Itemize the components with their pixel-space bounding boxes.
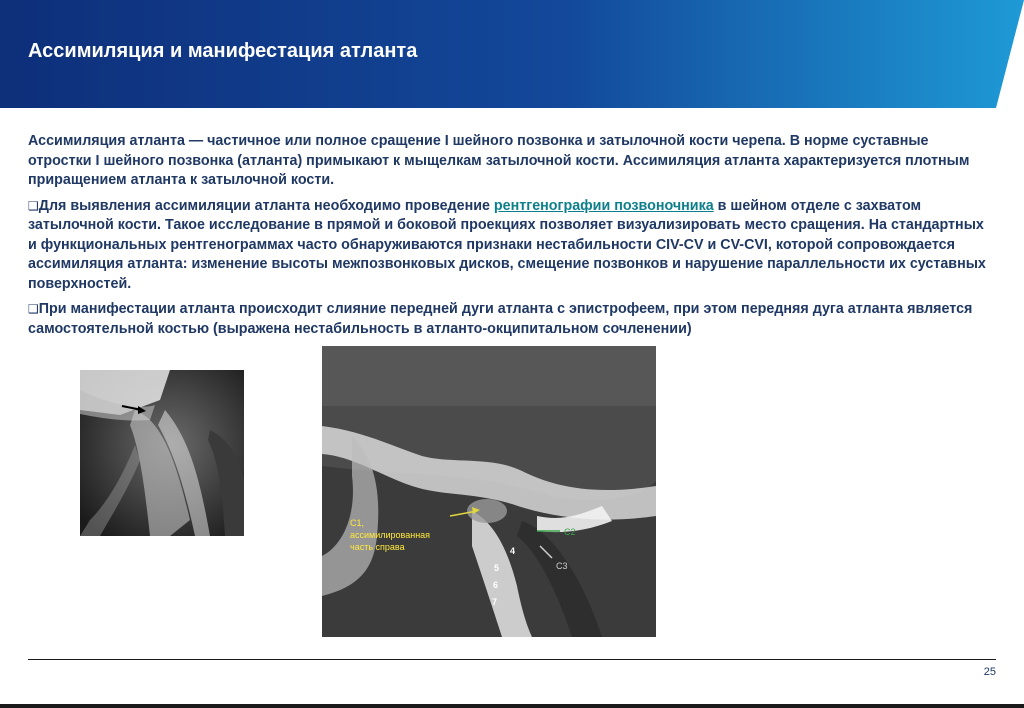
lateral-xray-image (80, 370, 244, 536)
c1-label-line3: часть справа (350, 542, 405, 552)
paragraph-diagnosis-text-end: в шейном отделе с захватом затылочной кости. Такое исследование в прямой и боковой проекциях позволяет визуализировать место сращения. На стандартных и функциональных рентгенограммах часто обнаруживаются признаки нестабильности CIV-CV и CV-CVI, которой сопровождается ассимиляция атланта: изменение высоты межпозвонковых дисков, смещение позвонков и нарушение параллельности их суставных поверхностей. (28, 197, 986, 292)
vertebra-5-label: 5 (494, 563, 500, 573)
checkbox-bullet-icon: ❑ (28, 302, 39, 316)
paragraph-manifestation-text: При манифестации атланта происходит слияние передней дуги атланта с эпистрофеем, при этом передняя дуга атланта является самостоятельной костью (выражена нестабильность в атланто-окципитальном сочленении) (28, 301, 973, 337)
c1-label-line1: C1, (350, 518, 365, 528)
c2-label: C2 (564, 527, 576, 537)
ct-scan-image (322, 346, 656, 637)
checkbox-bullet-icon: ❑ (28, 198, 39, 213)
vertebra-7-label: 7 (492, 597, 498, 607)
page-number: 25 (983, 666, 996, 678)
bottom-bar (0, 704, 1024, 708)
c3-label: C3 (556, 561, 568, 571)
paragraph-definition: Ассимиляция атланта — частичное или полное сращение I шейного позвонка и затылочной кости черепа. В норме суставные отростки I шейного позвонка (атланта) примыкают к мыщелкам затылочной кости. Ассимиляция атланта характеризуется плотным приращением атланта к затылочной кости. (28, 133, 970, 188)
body-text (28, 132, 988, 345)
paragraph-diagnosis (28, 197, 988, 295)
c1-label-line2: ассимилированная (350, 530, 431, 540)
slide-title: Ассимиляция и манифестация атланта (28, 40, 418, 62)
vertebra-6-label: 6 (493, 580, 499, 590)
paragraph-manifestation (28, 300, 988, 339)
paragraph-diagnosis-text-start: Для выявления ассимиляции атланта необходимо проведение (38, 197, 494, 214)
xray-link[interactable]: рентгенографии позвоночника (493, 197, 714, 214)
footer-divider (28, 659, 996, 660)
vertebra-4-label: 4 (510, 546, 516, 556)
